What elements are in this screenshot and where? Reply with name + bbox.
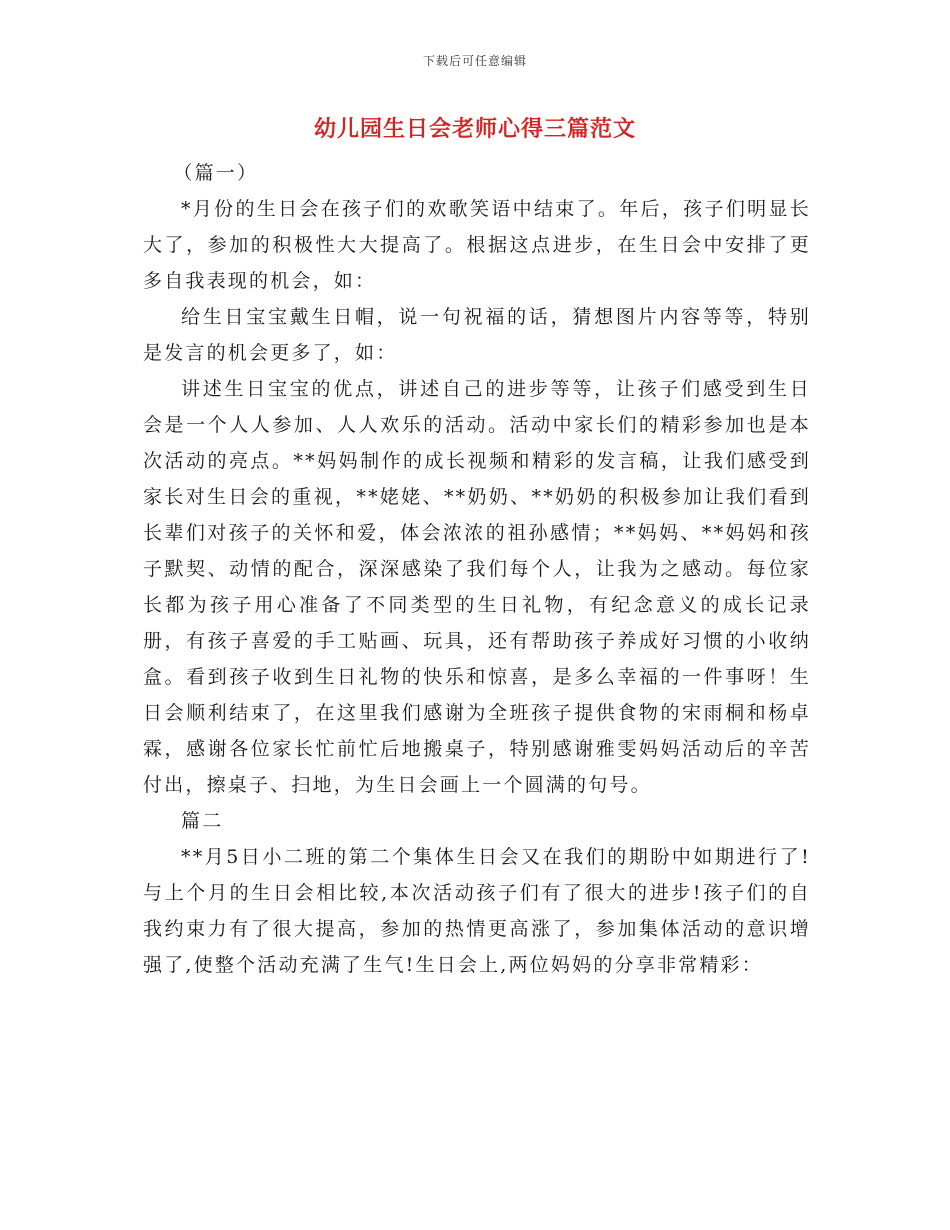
document-body [143, 155, 811, 983]
document-title: 幼儿园生日会老师心得三篇范文 [313, 116, 636, 142]
paragraph-1-2: 给生日宝宝戴生日帽，说一句祝福的话，猜想图片内容等等，特别是发言的机会更多了，如： [143, 306, 811, 364]
page-header-note: 下载后可任意编辑 [422, 54, 527, 68]
section-label-1: （篇一） [173, 162, 259, 184]
paragraph-2-1: **月5日小二班的第二个集体生日会又在我们的期盼中如期进行了!与上个月的生日会相比较,本次活动孩子们有了很大的进步!孩子们的自我约束力有了很大提高，参加的热情更高涨了，参加集体活动的意识增强了,使整个活动充满了生气!生日会上,两位妈妈的分享非常精彩： [143, 846, 811, 976]
paragraph-1-1: *月份的生日会在孩子们的欢歌笑语中结束了。年后，孩子们明显长大了，参加的积极性大大提高了。根据这点进步，在生日会中安排了更多自我表现的机会，如： [143, 198, 811, 292]
section-label-2: 篇二 [181, 810, 224, 832]
paragraph-1-3: 讲述生日宝宝的优点，讲述自己的进步等等，让孩子们感受到生日会是一个人人参加、人人欢乐的活动。活动中家长们的精彩参加也是本次活动的亮点。**妈妈制作的成长视频和精彩的发言稿，让我们感受到家长对生日会的重视，**姥姥、**奶奶、**奶奶的积极参加让我们看到长辈们对孩子的关怀和爱，体会浓浓的祖孙感情；**妈妈、**妈妈和孩子默契、动情的配合，深深感染了我们每个人，让我为之感动。每位家长都为孩子用心准备了不同类型的生日礼物，有纪念意义的成长记录册，有孩子喜爱的手工贴画、玩具，还有帮助孩子养成好习惯的小收纳盒。看到孩子收到生日礼物的快乐和惊喜，是多么幸福的一件事呀！生日会顺利结束了，在这里我们感谢为全班孩子提供食物的宋雨桐和杨卓霖，感谢各位家长忙前忙后地搬桌子，特别感谢雅雯妈妈活动后的辛苦付出，擦桌子、扫地，为生日会画上一个圆满的句号。 [143, 378, 811, 796]
